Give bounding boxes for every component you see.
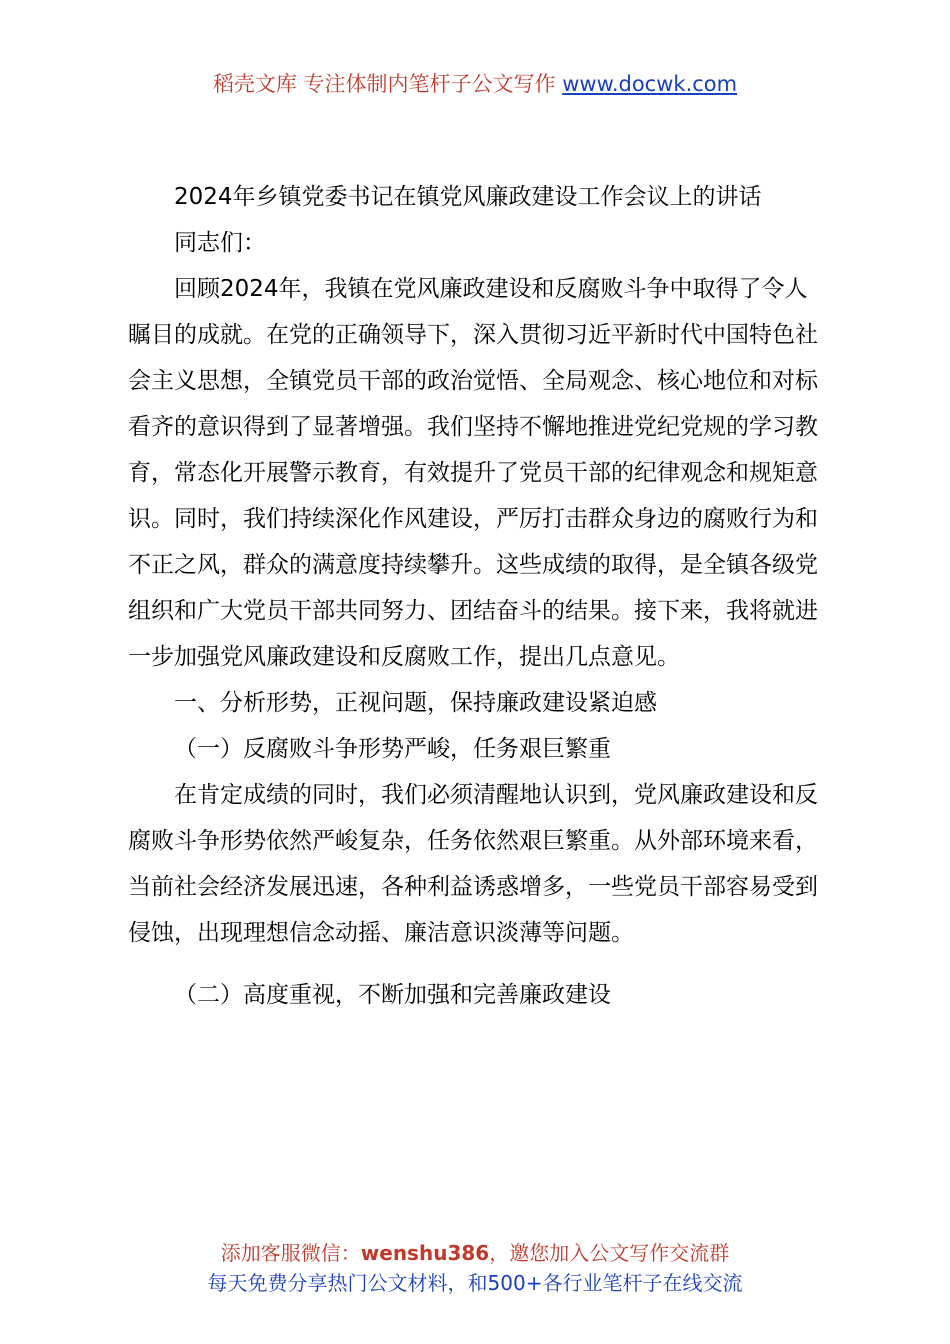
footer-wechat-suffix: ，邀您加入公文写作交流群 [489, 1241, 730, 1265]
salutation: 同志们： [174, 230, 266, 256]
footer-wechat-id: wenshu386 [360, 1241, 490, 1265]
footer-wechat-prefix: 添加客服微信： [220, 1241, 361, 1265]
footer-line-2: 每天免费分享热门公文材料，和500+各行业笔杆子在线交流 [207, 1271, 743, 1295]
subsection-heading-1: （一）反腐败斗争形势严峻，任务艰巨繁重 [174, 736, 611, 762]
section-heading-1: 一、分析形势，正视问题，保持廉政建设紧迫感 [174, 690, 657, 716]
intro-paragraph: 回顾2024年，我镇在党风廉政建设和反腐败斗争中取得了令人瞩目的成就。在党的正确领导下，深入贯彻习近平新时代中国特色社会主义思想，全镇党员干部的政治觉悟、全局观念、核心地位和对标看齐的意识得到了显著增强。我们坚持不懈地推进党纪党规的学习教育，常态化开展警示教育，有效提升了党员干部的纪律观念和规矩意识。同时，我们持续深化作风建设，严厉打击群众身边的腐败行为和不正之风，群众的满意度持续攀升。这些成绩的取得，是全镇各级党组织和广大党员干部共同努力、团结奋斗的结果。接下来，我将就进一步加强党风廉政建设和反腐败工作，提出几点意见。 [128, 276, 818, 670]
header-brand: 稻壳文库 专注体制内笔杆子公文写作 [212, 72, 563, 96]
subsection-body-1: 在肯定成绩的同时，我们必须清醒地认识到，党风廉政建设和反腐败斗争形势依然严峻复杂，任务依然艰巨繁重。从外部环境来看，当前社会经济发展迅速，各种利益诱惑增多，一些党员干部容易受到侵蚀，出现理想信念动摇、廉洁意识淡薄等问题。 [128, 782, 818, 946]
footer-line-1 [0, 1238, 950, 1268]
document-body [128, 174, 823, 1018]
header-website-link[interactable]: www.docwk.com [562, 72, 738, 96]
document-title: 2024年乡镇党委书记在镇党风廉政建设工作会议上的讲话 [174, 184, 762, 210]
page-footer [0, 1238, 950, 1298]
page-header [0, 68, 950, 100]
subsection-heading-2: （二）高度重视，不断加强和完善廉政建设 [174, 982, 611, 1008]
